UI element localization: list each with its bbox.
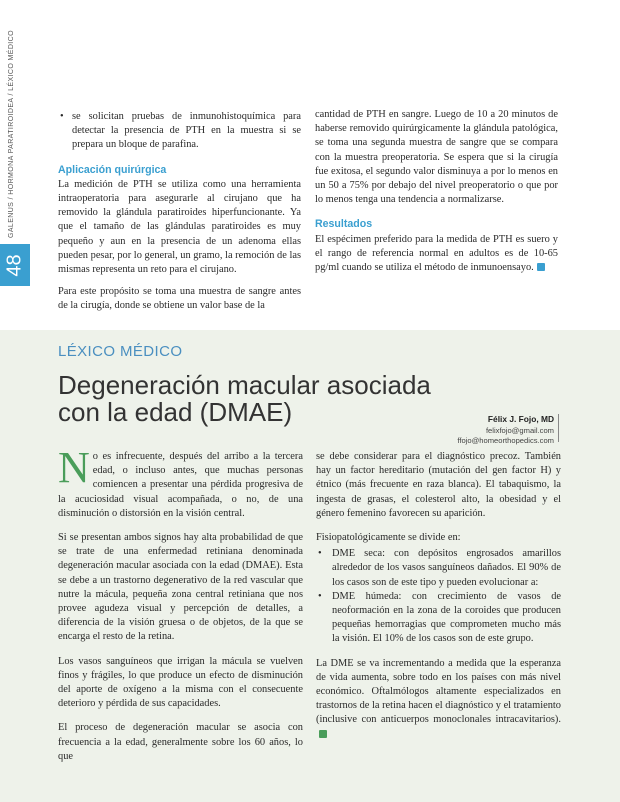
list-item: • DME seca: con depósitos engrosados amarillos alrededor de los vasos sanguíneos dañados. El 90% de los casos son de este tipo y pueden evolucionar a:: [318, 548, 561, 588]
author-name: Félix J. Fojo, MD: [487, 414, 554, 424]
paragraph: El proceso de degeneración macular se asocia con frecuencia a la edad, generalmente sobre los 60 años, lo que: [58, 722, 303, 762]
list-item: • se solicitan pruebas de inmunohistoquímica para detectar la presencia de PTH en la muestra si se prepara un bloque de parafina.: [60, 111, 301, 151]
end-of-article-icon: [319, 730, 327, 738]
author-email[interactable]: ffojo@homeorthopedics.com: [457, 436, 554, 445]
author-block: [457, 414, 554, 446]
paragraph: El espécimen preferido para la medida de PTH es suero y el rango de referencia normal en adultos es de 10-65 pg/ml cuando se utiliza el método de inmunoensayo.: [315, 233, 558, 274]
top-right-column: [315, 108, 558, 275]
article-title: Degeneración macular asociada con la edad (DMAE): [58, 370, 431, 427]
paragraph: cantidad de PTH en sangre. Luego de 10 a 20 minutos de haberse removido quirúrgicamente la glándula patológica, se toma una segunda muestra de sangre que se compara con la muestra preoperatoria. Se espera que si la cirugía fue exitosa, el segundo valor disminuya a por lo menos en un 50 a 75% por debajo del nivel preoperatorio o que por lo menos tenga una tendencia a normalizarse.: [315, 109, 558, 206]
article-right-column: [316, 450, 561, 752]
paragraph: Fisiopatológicamente se divide en:: [316, 532, 461, 544]
page-number: 48: [3, 253, 26, 277]
divider: [558, 414, 559, 442]
page-number-tab: [0, 244, 30, 286]
paragraph: La DME se va incrementando a medida que la esperanza de vida aumenta, sobre todo en los países con más nivel económico. Oftalmólogos altamente especializados en trastornos de la retina hacen el diagnóstico y el tratamiento (inclusive con anticuerpos monoclonales intracavitarios).: [316, 657, 561, 742]
paragraph: No es infrecuente, después del arribo a la tercera edad, o incluso antes, que muchas personas comiencen a presentar una pérdida progresiva de la acuciosidad visual acompañada, o no, de una disminución o distorsión en la visión central.: [58, 443, 303, 519]
bullet-icon: •: [318, 590, 322, 602]
section-heading: Aplicación quirúrgica: [58, 163, 167, 176]
section-label: LÉXICO MÉDICO: [58, 343, 183, 360]
article-left-column: [58, 443, 303, 774]
top-left-column: [58, 110, 301, 314]
end-of-article-icon: [537, 263, 545, 271]
author-email[interactable]: felixfojo@gmail.com: [485, 426, 554, 435]
drop-cap: N: [58, 443, 90, 492]
list-item: • DME húmeda: con crecimiento de vasos de neoformación en la zona de la coroides que producen pequeñas hemorragias que comprometen mucho más la visión. El 10% de los casos son de este grupo.: [318, 590, 561, 645]
paragraph: Si se presentan ambos signos hay alta probabilidad de que se trate de una enfermedad retiniana denominada degeneración macular asociada con la edad (DMAE). Esta se debe a un trastorno degenerativo de la red vascular que nutre la mácula, pequeña zona central retiniana que nos provee agudeza visual y percepción de detalles, a diferencia de la visión gruesa o de objetos, de la que se encarga el resto de la retina.: [58, 532, 303, 643]
paragraph: se debe considerar para el diagnóstico precoz. También hay un factor hereditario (mutación del gen factor H) y étnico (más frecuente en raza blanca). El tabaquismo, la ingesta de grasas, el colesterol alto, la obesidad y el género femenino favorecen su aparición.: [316, 451, 561, 519]
bullet-icon: •: [318, 548, 322, 560]
paragraph: La medición de PTH se utiliza como una herramienta intraoperatoria para asegurarle al cirujano que ha removido la glándula paratiroides hiperfuncionante. Ya que el tamaño de las glándulas paratiroides es muy pequeño y aun en la presencia de un adenoma ellas pueden pesar, por lo general, un gramo, la remoción de las mismas representa un reto para el cirujano.: [58, 178, 301, 276]
bullet-icon: •: [60, 111, 64, 122]
paragraph: Para este propósito se toma una muestra de sangre antes de la cirugía, donde se obtiene un valor base de la: [58, 286, 301, 312]
running-head: GALENUS / HORMONA PARATIROIDEA / LÉXICO MÉDICO: [8, 30, 15, 238]
section-heading: Resultados: [315, 218, 373, 231]
paragraph: Los vasos sanguíneos que irrigan la mácula se vuelven finos y frágiles, lo que produce un efecto de disminución del aporte de oxígeno a la misma con el consecuente deterioro y pérdida de sus capacidades.: [58, 655, 303, 710]
bullet-list: [316, 547, 561, 646]
